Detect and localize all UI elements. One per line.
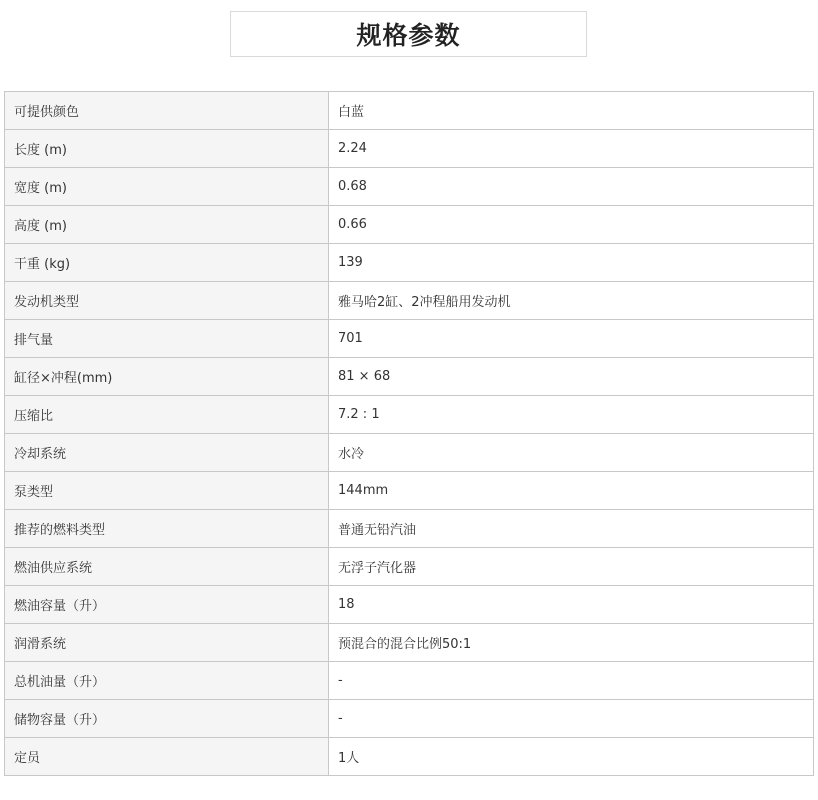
table-row [5, 662, 814, 700]
spec-value: 0.68 [329, 168, 814, 206]
spec-value: 白蓝 [329, 92, 814, 130]
table-row [5, 510, 814, 548]
table-row [5, 206, 814, 244]
spec-label: 压缩比 [5, 396, 329, 434]
spec-value: 701 [329, 320, 814, 358]
table-row [5, 168, 814, 206]
table-row [5, 244, 814, 282]
spec-label: 定员 [5, 738, 329, 776]
spec-label: 发动机类型 [5, 282, 329, 320]
table-row [5, 358, 814, 396]
spec-value: 预混合的混合比例50:1 [329, 624, 814, 662]
table-row [5, 700, 814, 738]
spec-value: - [329, 700, 814, 738]
spec-label: 润滑系统 [5, 624, 329, 662]
spec-value: 139 [329, 244, 814, 282]
spec-table-body [5, 92, 814, 776]
spec-label: 冷却系统 [5, 434, 329, 472]
page-title-box [230, 11, 587, 57]
spec-label: 宽度 (m) [5, 168, 329, 206]
table-row [5, 472, 814, 510]
spec-value: 0.66 [329, 206, 814, 244]
spec-label: 推荐的燃料类型 [5, 510, 329, 548]
spec-label: 可提供颜色 [5, 92, 329, 130]
spec-value: 1人 [329, 738, 814, 776]
spec-value: 144mm [329, 472, 814, 510]
spec-table [4, 91, 814, 776]
table-row [5, 282, 814, 320]
table-row [5, 624, 814, 662]
spec-value: 7.2 : 1 [329, 396, 814, 434]
table-row [5, 738, 814, 776]
table-row [5, 320, 814, 358]
spec-value: 水冷 [329, 434, 814, 472]
spec-label: 长度 (m) [5, 130, 329, 168]
spec-value: 18 [329, 586, 814, 624]
spec-value: 无浮子汽化器 [329, 548, 814, 586]
spec-label: 燃油容量（升） [5, 586, 329, 624]
table-row [5, 396, 814, 434]
table-row [5, 130, 814, 168]
spec-label: 缸径×冲程(mm) [5, 358, 329, 396]
table-row [5, 548, 814, 586]
page-title: 规格参数 [356, 21, 461, 50]
spec-label: 总机油量（升） [5, 662, 329, 700]
spec-label: 排气量 [5, 320, 329, 358]
spec-value: 81 × 68 [329, 358, 814, 396]
table-row [5, 434, 814, 472]
spec-label: 泵类型 [5, 472, 329, 510]
spec-label: 储物容量（升） [5, 700, 329, 738]
table-row [5, 92, 814, 130]
spec-value: 雅马哈2缸、2冲程船用发动机 [329, 282, 814, 320]
table-row [5, 586, 814, 624]
spec-label: 高度 (m) [5, 206, 329, 244]
spec-value: 2.24 [329, 130, 814, 168]
spec-value: - [329, 662, 814, 700]
spec-label: 干重 (kg) [5, 244, 329, 282]
spec-label: 燃油供应系统 [5, 548, 329, 586]
spec-value: 普通无铅汽油 [329, 510, 814, 548]
